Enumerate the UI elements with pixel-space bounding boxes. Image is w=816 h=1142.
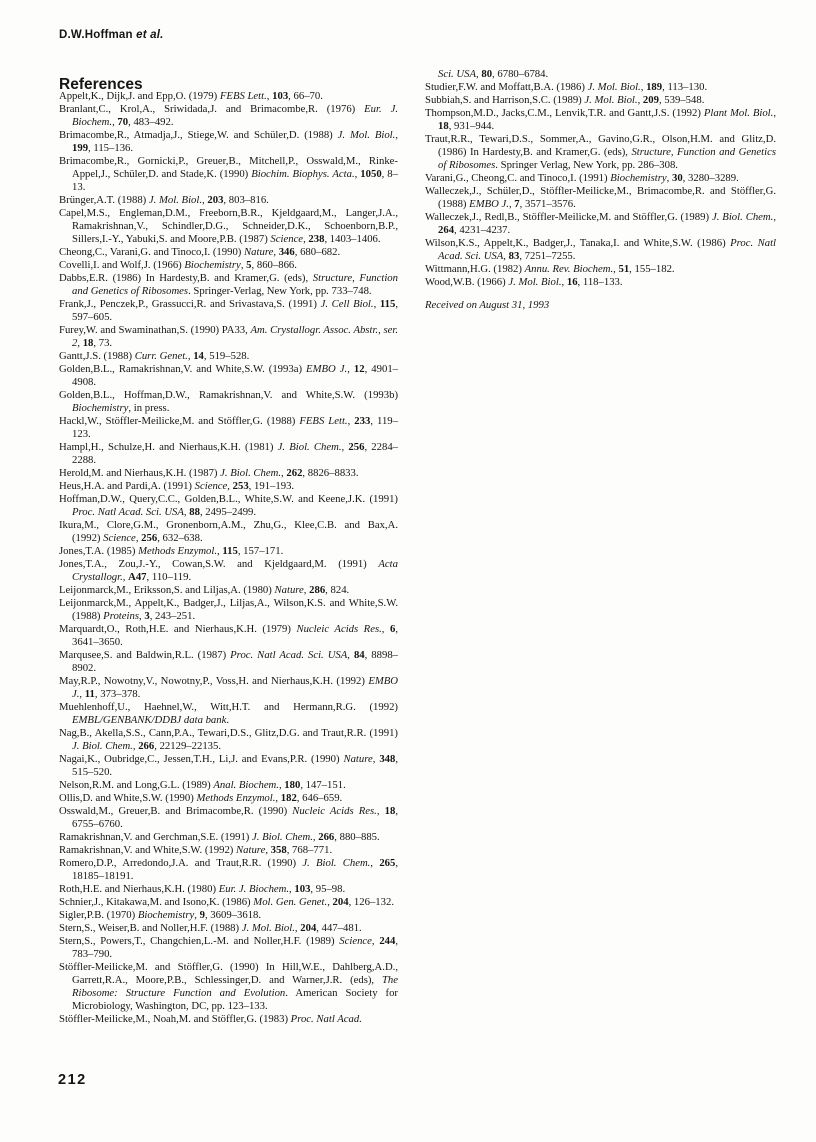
- reference-item: Frank,J., Penczek,P., Grassucci,R. and Srivastava,S. (1991) J. Cell Biol., 115, 597–605.: [59, 298, 398, 323]
- reference-item: Appelt,K., Dijk,J. and Epp,O. (1979) FEBS Lett., 103, 66–70.: [59, 90, 323, 102]
- page-number: 212: [58, 1072, 87, 1088]
- reference-item: Ollis,D. and White,S.W. (1990) Methods Enzymol., 182, 646–659.: [59, 792, 343, 804]
- reference-item: Brimacombe,R., Atmadja,J., Stiege,W. and Schüler,D. (1988) J. Mol. Biol., 199, 115–136.: [59, 129, 398, 154]
- received-note: Received on August 31, 1993: [425, 299, 550, 311]
- reference-item: Cheong,C., Varani,G. and Tinoco,I. (1990) Nature, 346, 680–682.: [59, 246, 341, 258]
- reference-item: Heus,H.A. and Pardi,A. (1991) Science, 253, 191–193.: [59, 480, 295, 492]
- reference-item: Walleczek,J., Schüler,D., Stöffler-Meilicke,M., Brimacombe,R. and Stöffler,G. (1988) EMBO J., 7, 3571–3576.: [425, 185, 776, 210]
- reference-item: Golden,B.L., Ramakrishnan,V. and White,S.W. (1993a) EMBO J., 12, 4901–4908.: [59, 363, 399, 388]
- reference-item: Marquardt,O., Roth,H.E. and Nierhaus,K.H. (1979) Nucleic Acids Res., 6, 3641–3650.: [59, 623, 399, 648]
- reference-item: Stöffler-Meilicke,M. and Stöffler,G. (1990) In Hill,W.E., Dahlberg,A.D., Garrett,R.A., Moore,P.B., Schlessinger,D. and Warner,J.R. (eds), The Ribosome: Structure Function and Evolution. American Society for Microbiology, Washington, DC, pp. 123–133.: [59, 961, 398, 1012]
- reference-item: Brünger,A.T. (1988) J. Mol. Biol., 203, 803–816.: [59, 194, 269, 206]
- reference-item: Ramakrishnan,V. and White,S.W. (1992) Nature, 358, 768–771.: [59, 844, 333, 856]
- reference-item: Nelson,R.M. and Long,G.L. (1989) Anal. Biochem., 180, 147–151.: [59, 779, 346, 791]
- references-column-right: [425, 68, 776, 312]
- reference-item: Wilson,K.S., Appelt,K., Badger,J., Tanaka,I. and White,S.W. (1986) Proc. Natl Acad. Sci. USA, 83, 7251–7255.: [425, 237, 777, 262]
- section-title-references: References: [59, 75, 143, 93]
- reference-item: Ramakrishnan,V. and Gerchman,S.E. (1991) J. Biol. Chem., 266, 880–885.: [59, 831, 380, 843]
- reference-item: Capel,M.S., Engleman,D.M., Freeborn,B.R., Kjeldgaard,M., Langer,J.A., Ramakrishnan,V., Schindler,D.G., Schneider,D.K., Schoenborn,B.P., Sillers,I.-Y., Yabuki,S. and Moore,P.B. (1987) Science, 238, 1403–1406.: [59, 207, 398, 245]
- reference-item: Golden,B.L., Hoffman,D.W., Ramakrishnan,V. and White,S.W. (1993b) Biochemistry, in press.: [59, 389, 398, 414]
- reference-item: Branlant,C., Krol,A., Sriwidada,J. and Brimacombe,R. (1976) Eur. J. Biochem., 70, 483–492.: [59, 103, 398, 128]
- reference-item: Furey,W. and Swaminathan,S. (1990) PA33, Am. Crystallogr. Assoc. Abstr., ser. 2, 18, 73.: [59, 324, 399, 349]
- reference-item: Jones,T.A., Zou,J.-Y., Cowan,S.W. and Kjeldgaard,M. (1991) Acta Crystallogr., A47, 110–119.: [59, 558, 398, 583]
- references-list-right: [425, 68, 776, 289]
- reference-item: Stöffler-Meilicke,M., Noah,M. and Stöffler,G. (1983) Proc. Natl Acad.: [59, 1013, 362, 1025]
- reference-item: Osswald,M., Greuer,B. and Brimacombe,R. (1990) Nucleic Acids Res., 18, 6755–6760.: [59, 805, 399, 830]
- reference-item: May,R.P., Nowotny,V., Nowotny,P., Voss,H. and Nierhaus,K.H. (1992) EMBO J., 11, 373–378.: [59, 675, 398, 700]
- reference-item: Walleczek,J., Redl,B., Stöffler-Meilicke,M. and Stöffler,G. (1989) J. Biol. Chem., 264, 4231–4237.: [425, 211, 776, 236]
- reference-item: Studier,F.W. and Moffatt,B.A. (1986) J. Mol. Biol., 189, 113–130.: [425, 81, 708, 93]
- running-head: D.W.Hoffman et al.: [59, 29, 164, 41]
- reference-item: Herold,M. and Nierhaus,K.H. (1987) J. Biol. Chem., 262, 8826–8833.: [59, 467, 359, 479]
- reference-item: Schnier,J., Kitakawa,M. and Isono,K. (1986) Mol. Gen. Genet., 204, 126–132.: [59, 896, 394, 908]
- reference-item: Marqusee,S. and Baldwin,R.L. (1987) Proc. Natl Acad. Sci. USA, 84, 8898–8902.: [59, 649, 399, 674]
- reference-item: Hackl,W., Stöffler-Meilicke,M. and Stöffler,G. (1988) FEBS Lett., 233, 119–123.: [59, 415, 398, 440]
- reference-item: Brimacombe,R., Gornicki,P., Greuer,B., Mitchell,P., Osswald,M., Rinke-Appel,J., Schüler,D. and Stade,K. (1990) Biochim. Biophys. Acta., 1050, 8–13.: [59, 155, 398, 193]
- reference-item: Dabbs,E.R. (1986) In Hardesty,B. and Kramer,G. (eds), Structure, Function and Genetics of Ribosomes. Springer-Verlag, New York, pp. 733–748.: [59, 272, 398, 297]
- reference-item: Roth,H.E. and Nierhaus,K.H. (1980) Eur. J. Biochem., 103, 95–98.: [59, 883, 346, 895]
- references-column-left: [59, 90, 398, 1026]
- reference-item: Subbiah,S. and Harrison,S.C. (1989) J. Mol. Biol., 209, 539–548.: [425, 94, 705, 106]
- reference-item: Romero,D.P., Arredondo,J.A. and Traut,R.R. (1990) J. Biol. Chem., 265, 18185–18191.: [59, 857, 399, 882]
- reference-item: Jones,T.A. (1985) Methods Enzymol., 115, 157–171.: [59, 545, 284, 557]
- reference-item: Hampl,H., Schulze,H. and Nierhaus,K.H. (1981) J. Biol. Chem., 256, 2284–2288.: [59, 441, 399, 466]
- reference-item: Covelli,I. and Wolf,J. (1966) Biochemistry, 5, 860–866.: [59, 259, 297, 271]
- reference-item: Sci. USA, 80, 6780–6784.: [438, 68, 549, 80]
- reference-item: Nagai,K., Oubridge,C., Jessen,T.H., Li,J. and Evans,P.R. (1990) Nature, 348, 515–520.: [59, 753, 399, 778]
- reference-item: Sigler,P.B. (1970) Biochemistry, 9, 3609–3618.: [59, 909, 262, 921]
- reference-item: Leijonmarck,M., Eriksson,S. and Liljas,A. (1980) Nature, 286, 824.: [59, 584, 350, 596]
- reference-item: Gantt,J.S. (1988) Curr. Genet., 14, 519–528.: [59, 350, 250, 362]
- reference-item: Nag,B., Akella,S.S., Cann,P.A., Tewari,D.S., Glitz,D.G. and Traut,R.R. (1991) J. Biol. Chem., 266, 22129–22135.: [59, 727, 398, 752]
- reference-item: Hoffman,D.W., Query,C.C., Golden,B.L., White,S.W. and Keene,J.K. (1991) Proc. Natl Acad. Sci. USA, 88, 2495–2499.: [59, 493, 398, 518]
- reference-item: Leijonmarck,M., Appelt,K., Badger,J., Liljas,A., Wilson,K.S. and White,S.W. (1988) Proteins, 3, 243–251.: [59, 597, 398, 622]
- reference-item: Wittmann,H.G. (1982) Annu. Rev. Biochem., 51, 155–182.: [425, 263, 675, 275]
- reference-item: Stern,S., Powers,T., Changchien,L.-M. and Noller,H.F. (1989) Science, 244, 783–790.: [59, 935, 399, 960]
- reference-item: Thompson,M.D., Jacks,C.M., Lenvik,T.R. and Gantt,J.S. (1992) Plant Mol. Biol., 18, 931–944.: [425, 107, 776, 132]
- reference-item: Muehlenhoff,U., Haehnel,W., Witt,H.T. and Hermann,R.G. (1992) EMBL/GENBANK/DDBJ data bank.: [59, 701, 398, 726]
- reference-item: Ikura,M., Clore,G.M., Gronenborn,A.M., Zhu,G., Klee,C.B. and Bax,A. (1992) Science, 256, 632–638.: [59, 519, 398, 544]
- reference-item: Wood,W.B. (1966) J. Mol. Biol., 16, 118–133.: [425, 276, 623, 288]
- reference-item: Traut,R.R., Tewari,D.S., Sommer,A., Gavino,G.R., Olson,H.M. and Glitz,D. (1986) In Hardesty,B. and Kramer,G. (eds), Structure, Function and Genetics of Ribosomes. Springer Verlag, New York, pp. 286–308.: [425, 133, 776, 171]
- reference-item: Stern,S., Weiser,B. and Noller,H.F. (1988) J. Mol. Biol., 204, 447–481.: [59, 922, 362, 934]
- reference-item: Varani,G., Cheong,C. and Tinoco,I. (1991) Biochemistry, 30, 3280–3289.: [425, 172, 739, 184]
